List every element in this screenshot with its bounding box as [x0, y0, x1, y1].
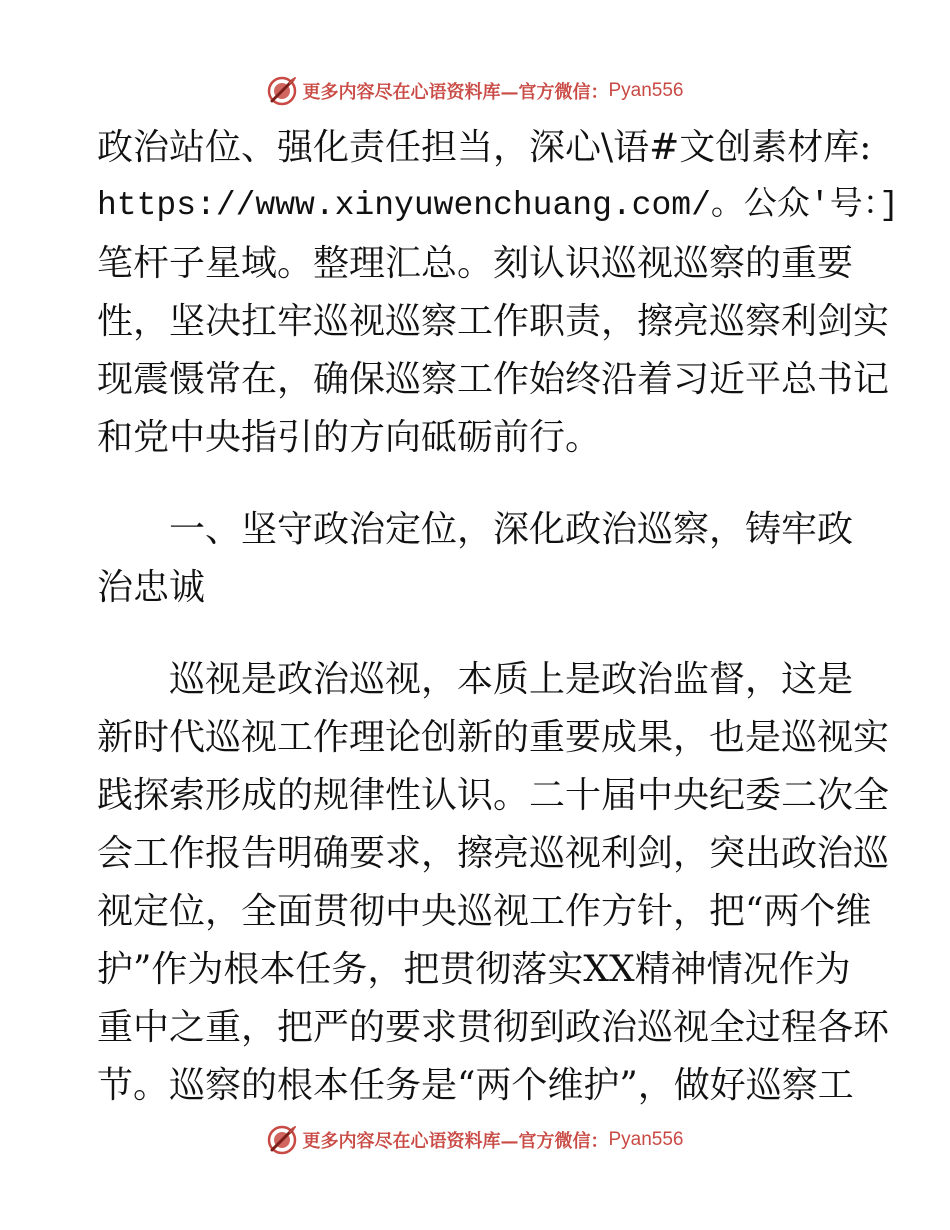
- banner-wechat-id: Pyan556: [608, 1129, 684, 1150]
- brush-logo-icon: [266, 1124, 298, 1156]
- banner-text: 更多内容尽在心语资料库—官方微信：: [302, 82, 609, 103]
- text-line: 现震慑常在，确保巡察工作始终沿着习近平总书记: [97, 359, 890, 400]
- brush-logo-icon: [266, 75, 298, 107]
- header-banner: [0, 71, 950, 111]
- document-body: [97, 119, 900, 1115]
- banner-text: 更多内容尽在心语资料库—官方微信：: [302, 1131, 609, 1152]
- text-line: 践探索形成的规律性认识。二十届中央纪委二次全: [97, 775, 890, 816]
- banner-wechat-id: Pyan556: [608, 80, 684, 101]
- text-line: 巡视是政治巡视，本质上是政治监督，这是: [97, 659, 854, 700]
- text-line: 会工作报告明确要求，擦亮巡视利剑，突出政治巡: [97, 833, 890, 874]
- text-line: 新时代巡视工作理论创新的重要成果，也是巡视实: [97, 717, 890, 758]
- text-line: 性，坚决扛牢巡视巡察工作职责，擦亮巡察利剑实: [97, 301, 890, 342]
- text-line: 政治站位、强化责任担当，深心\语#文创素材库:: [97, 127, 872, 168]
- text-line: 节。巡察的根本任务是“两个维护”，做好巡察工: [97, 1065, 854, 1106]
- text-line: 护”作为根本任务，把贯彻落实XX精神情况作为: [97, 949, 851, 990]
- section-heading-line: 一、坚守政治定位，深化政治巡察，铸牢政: [97, 509, 854, 550]
- text-line-url: https://www.xinyuwenchuang.com/。公众′号：]: [97, 187, 900, 224]
- text-line: 视定位，全面贯彻中央巡视工作方针，把“两个维: [97, 891, 872, 932]
- text-line: 重中之重，把严的要求贯彻到政治巡视全过程各环: [97, 1007, 890, 1048]
- footer-banner: [0, 1120, 950, 1160]
- text-line: 笔杆子星域。整理汇总。刻认识巡视巡察的重要: [97, 243, 854, 284]
- text-line: 和党中央指引的方向砥砺前行。: [97, 417, 602, 458]
- section-heading-line: 治忠诚: [97, 567, 206, 608]
